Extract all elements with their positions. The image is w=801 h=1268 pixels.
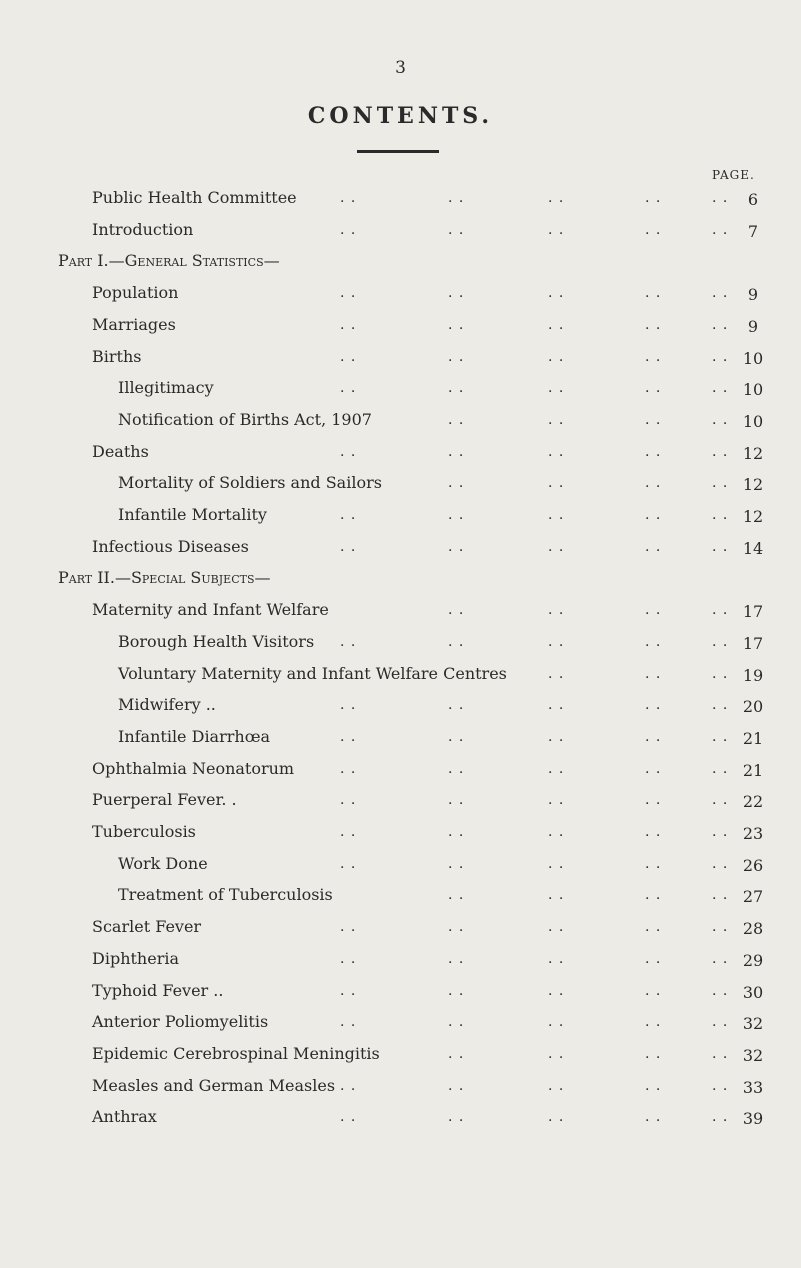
- toc-entry-page: 32: [742, 1046, 764, 1065]
- dot-leader: . . . . . . . . . .: [340, 824, 729, 840]
- toc-entry-page: 10: [742, 380, 764, 399]
- toc-entry-page: 19: [742, 666, 764, 685]
- toc-entry-page: 27: [742, 887, 764, 906]
- toc-entry-page: 7: [747, 222, 759, 241]
- toc-entry-page: 14: [742, 539, 764, 558]
- toc-entry-page: 23: [742, 824, 764, 843]
- toc-entry-page: 22: [742, 792, 764, 811]
- toc-entry-page: 9: [747, 285, 759, 304]
- toc-entry-label: Public Health Committee: [92, 188, 297, 207]
- dot-leader: . . . . . . . . . .: [340, 792, 729, 808]
- dot-leader: . . . . . . . .: [448, 602, 729, 618]
- toc-entry-label: Infantile Diarrhœa: [118, 727, 271, 746]
- toc-entry-label: Infectious Diseases: [92, 537, 249, 556]
- dot-leader: . . . . . . . .: [448, 1046, 729, 1062]
- toc-entry-page: 29: [742, 951, 764, 970]
- toc-entry-label: Part II.—Special Subjects—: [58, 568, 271, 587]
- toc-entry: [0, 949, 801, 979]
- dot-leader: . . . . . . . . . .: [340, 222, 729, 238]
- toc-entry-label: Work Done: [118, 854, 208, 873]
- dot-leader: . . . . . . . . . .: [340, 634, 729, 650]
- toc-entry: [0, 1107, 801, 1137]
- dot-leader: . . . . . . . . . .: [340, 729, 729, 745]
- toc-entry-page: 17: [742, 634, 764, 653]
- toc-entry: [0, 410, 801, 440]
- toc-entry: [0, 600, 801, 630]
- toc-entry-label: Population: [92, 283, 179, 302]
- toc-entry-page: 33: [742, 1078, 764, 1097]
- toc-entry: [0, 727, 801, 757]
- title-rule: [357, 150, 439, 153]
- dot-leader: . . . . . . . . . .: [340, 951, 729, 967]
- toc-entry-label: Notification of Births Act, 1907: [118, 410, 372, 429]
- dot-leader: . . . . . . . . . .: [340, 317, 729, 333]
- toc-entry-label: Treatment of Tuberculosis: [118, 885, 333, 904]
- toc-entry-label: Diphtheria: [92, 949, 179, 968]
- toc-entry-page: 12: [742, 475, 764, 494]
- toc-entry-page: 10: [742, 412, 764, 431]
- toc-entry: [0, 442, 801, 472]
- toc-entry-page: 10: [742, 349, 764, 368]
- toc-entry: [0, 695, 801, 725]
- toc-entry: [0, 188, 801, 218]
- toc-entry: [0, 790, 801, 820]
- toc-entry-page: 26: [742, 856, 764, 875]
- toc-entry: [0, 759, 801, 789]
- toc-entry-label: Midwifery ..: [118, 695, 216, 714]
- toc-entry: [0, 854, 801, 884]
- dot-leader: . . . . . . . . . .: [340, 983, 729, 999]
- toc-entry-page: 30: [742, 983, 764, 1002]
- toc-entry-label: Borough Health Visitors: [118, 632, 315, 651]
- toc-entry: [0, 632, 801, 662]
- toc-entry-label: Puerperal Fever. .: [92, 790, 237, 809]
- toc-entry-label: Marriages: [92, 315, 176, 334]
- dot-leader: . . . . . . . . . .: [340, 856, 729, 872]
- dot-leader: . . . . . . . . . .: [340, 380, 729, 396]
- dot-leader: . . . . . . . . . .: [340, 507, 729, 523]
- toc-entry: [0, 220, 801, 250]
- toc-entry-page: 39: [742, 1109, 764, 1128]
- toc-entry-label: Maternity and Infant Welfare: [92, 600, 329, 619]
- dot-leader: . . . . . . . .: [448, 887, 729, 903]
- toc-entry-label: Births: [92, 347, 142, 366]
- dot-leader: . . . . . . . . . .: [340, 444, 729, 460]
- toc-entry-label: Epidemic Cerebrospinal Meningitis: [92, 1044, 380, 1063]
- dot-leader: . . . . . . . . . .: [340, 1109, 729, 1125]
- dot-leader: . . . . . . . . . .: [340, 539, 729, 555]
- toc-entry-page: 21: [742, 729, 764, 748]
- dot-leader: . . . . . . . . . .: [340, 190, 729, 206]
- toc-entry: [0, 822, 801, 852]
- toc-entry-label: Introduction: [92, 220, 194, 239]
- toc-entry-page: 21: [742, 761, 764, 780]
- toc-entry: [0, 537, 801, 567]
- toc-entry-label: Mortality of Soldiers and Sailors: [118, 473, 382, 492]
- toc-entry-label: Typhoid Fever ..: [92, 981, 224, 1000]
- toc-entry: [0, 473, 801, 503]
- toc-entry-label: Part I.—General Statistics—: [58, 251, 280, 270]
- toc-entry: [0, 568, 801, 598]
- toc-entry-label: Infantile Mortality: [118, 505, 267, 524]
- toc-entry: [0, 917, 801, 947]
- dot-leader: . . . . . . . . . .: [340, 285, 729, 301]
- toc-entry-label: Ophthalmia Neonatorum: [92, 759, 295, 778]
- dot-leader: . . . . . .: [548, 666, 729, 682]
- toc-entry-page: 9: [747, 317, 759, 336]
- dot-leader: . . . . . . . . . .: [340, 1014, 729, 1030]
- toc-entry: [0, 885, 801, 915]
- dot-leader: . . . . . . . . . .: [340, 761, 729, 777]
- toc-entry: [0, 1076, 801, 1106]
- toc-entry-page: 28: [742, 919, 764, 938]
- toc-entry: [0, 347, 801, 377]
- toc-entry-label: Measles and German Measles: [92, 1076, 336, 1095]
- dot-leader: . . . . . . . . . .: [340, 919, 729, 935]
- toc-entry-page: 32: [742, 1014, 764, 1033]
- toc-entry: [0, 283, 801, 313]
- toc-entry: [0, 251, 801, 281]
- page-number: 3: [395, 58, 406, 78]
- dot-leader: . . . . . . . .: [448, 475, 729, 491]
- toc-entry: [0, 505, 801, 535]
- toc-entry-label: Tuberculosis: [92, 822, 196, 841]
- toc-entry-label: Scarlet Fever: [92, 917, 202, 936]
- toc-entry: [0, 664, 801, 694]
- dot-leader: . . . . . . . . . .: [340, 349, 729, 365]
- toc-entry-page: 6: [747, 190, 759, 209]
- toc-entry-label: Anthrax: [92, 1107, 157, 1126]
- toc-entry: [0, 1012, 801, 1042]
- toc-entry-label: Deaths: [92, 442, 149, 461]
- page-title: CONTENTS.: [307, 103, 494, 129]
- toc-entry: [0, 315, 801, 345]
- dot-leader: . . . . . . . . . .: [340, 1078, 729, 1094]
- toc-entry: [0, 981, 801, 1011]
- toc-entry: [0, 1044, 801, 1074]
- toc-entry-page: 12: [742, 507, 764, 526]
- dot-leader: . . . . . . . . . .: [340, 697, 729, 713]
- toc-entry-page: 20: [742, 697, 764, 716]
- toc-entry-label: Anterior Poliomyelitis: [92, 1012, 269, 1031]
- toc-entry-page: 17: [742, 602, 764, 621]
- dot-leader: . . . . . . . .: [448, 412, 729, 428]
- toc-entry-label: Voluntary Maternity and Infant Welfare Centres: [118, 664, 507, 683]
- toc-entry-label: Illegitimacy: [118, 378, 214, 397]
- toc-entry-page: 12: [742, 444, 764, 463]
- toc-entry: [0, 378, 801, 408]
- page-column-header: PAGE.: [712, 168, 755, 182]
